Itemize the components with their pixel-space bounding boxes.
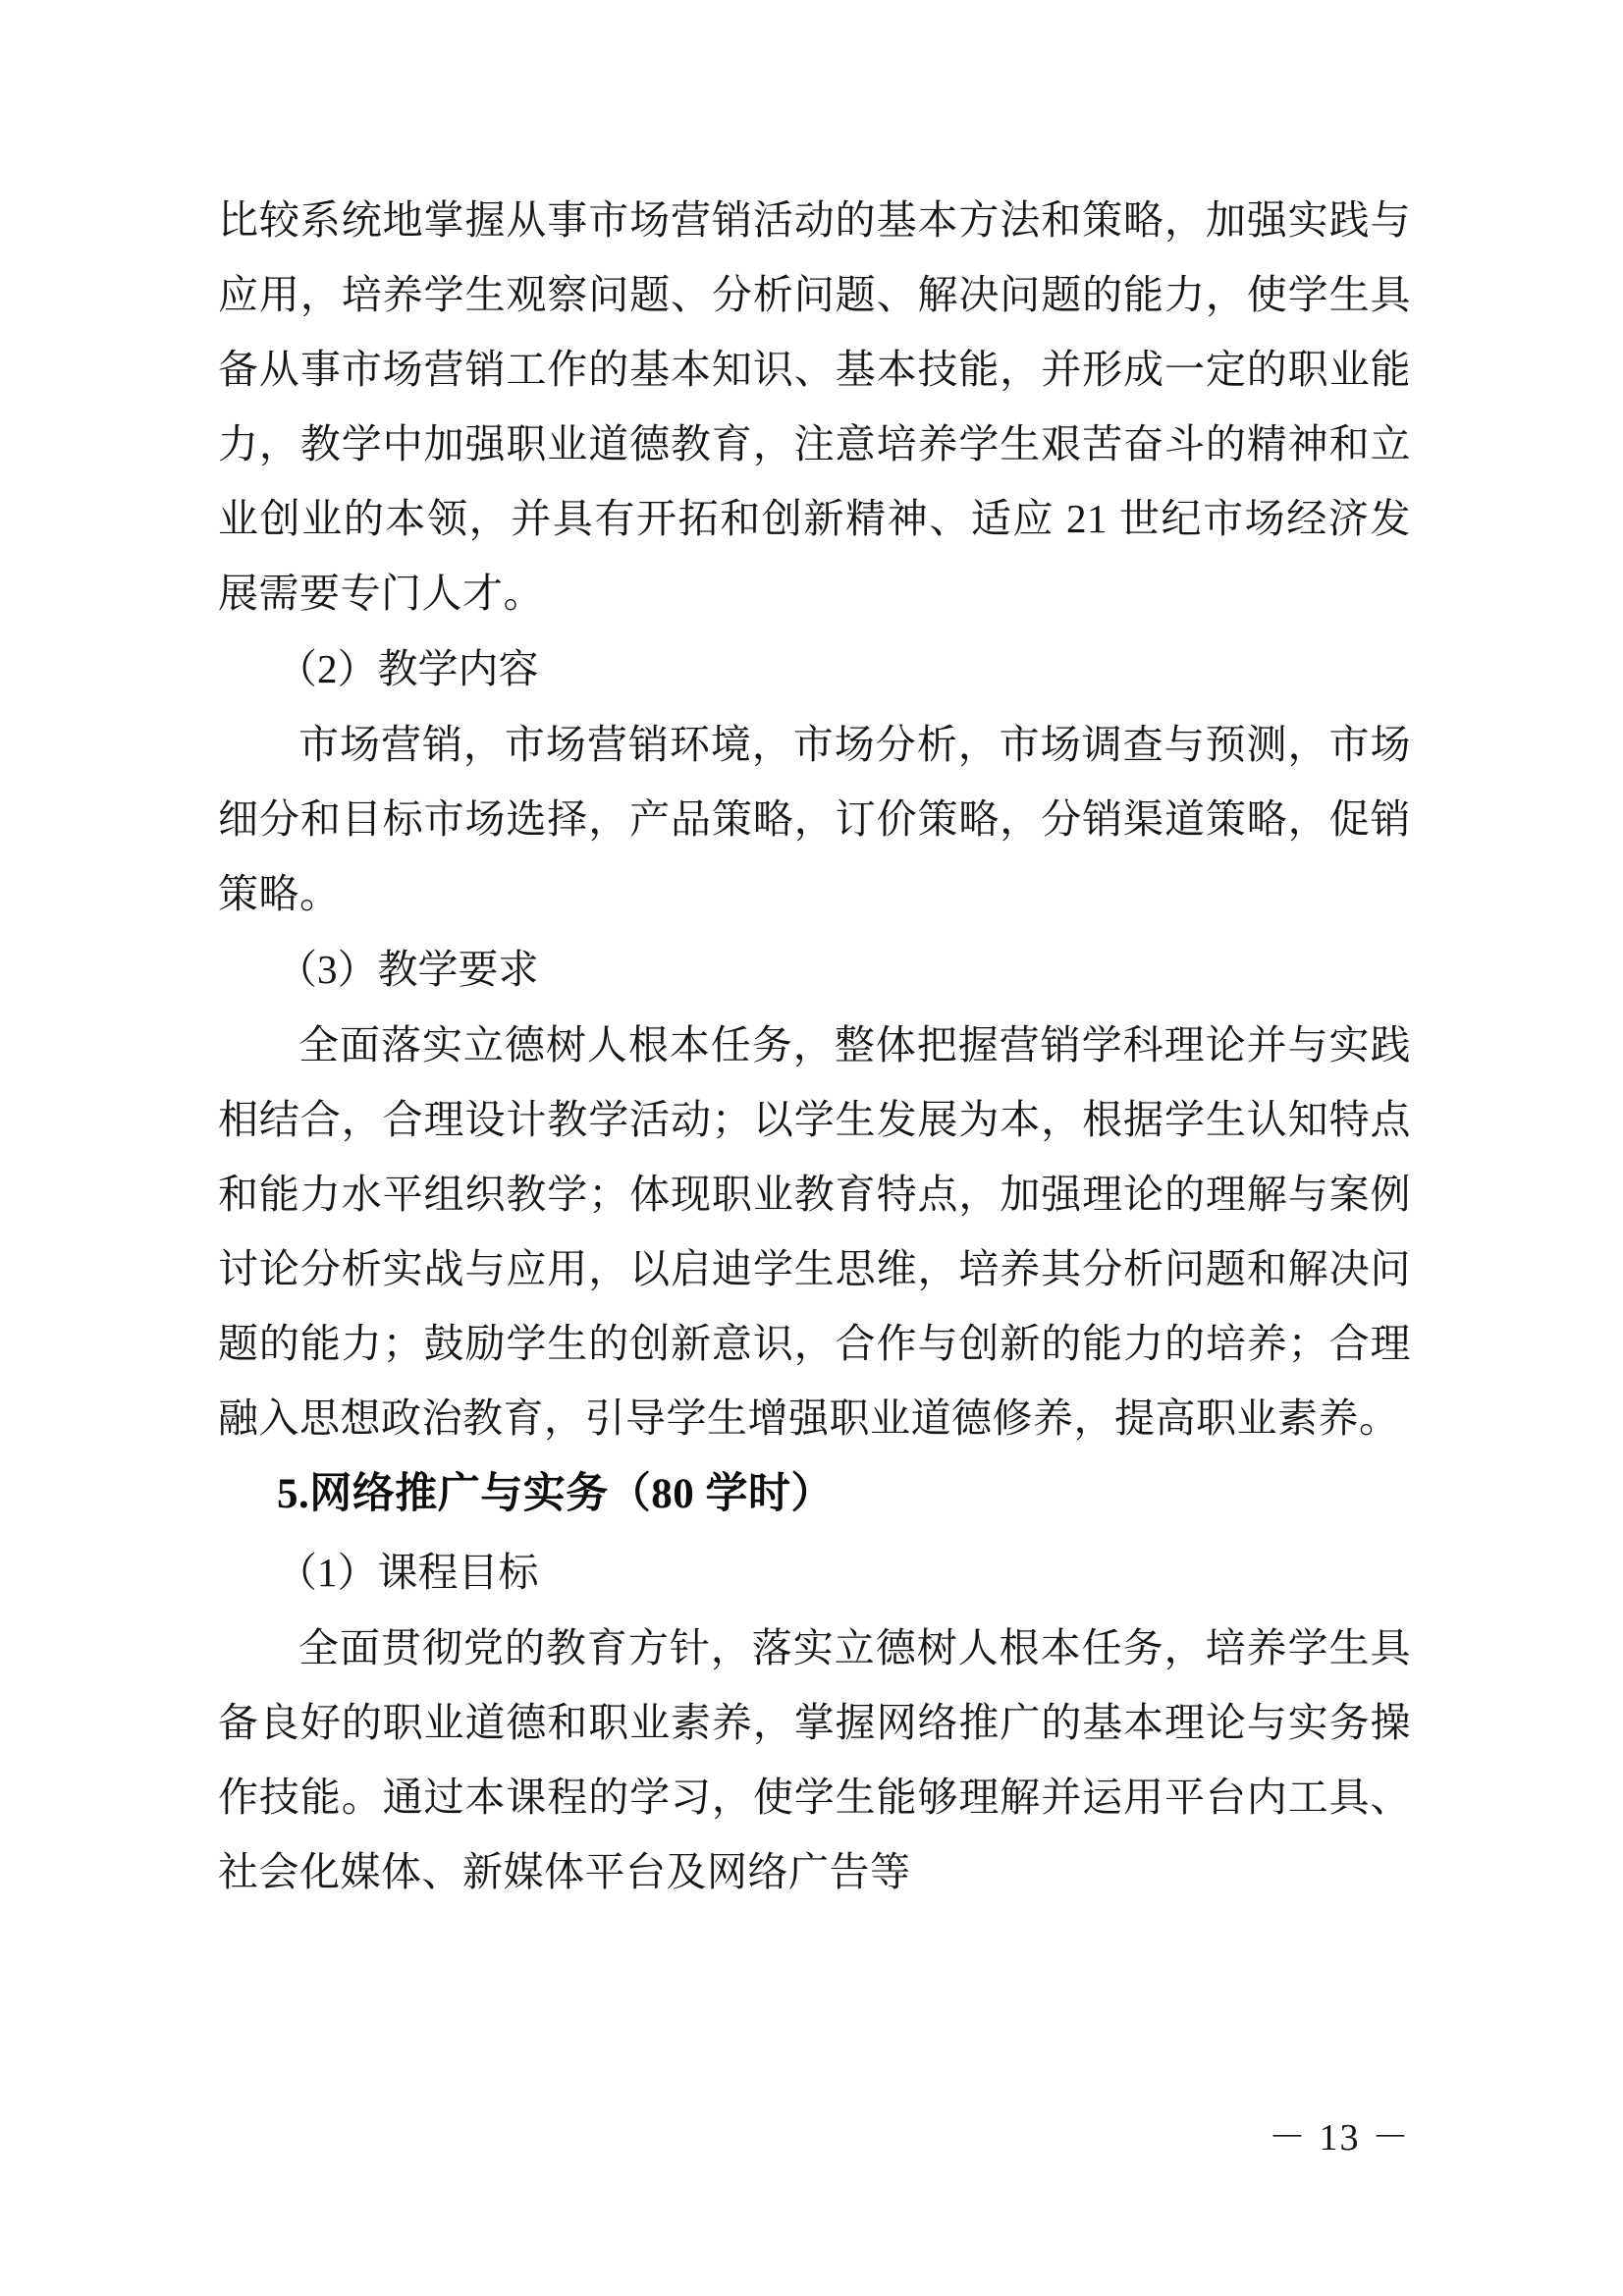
paragraph-course-objectives: 全面贯彻党的教育方针，落实立德树人根本任务，培养学生具备良好的职业道德和职业素养，掌握网络推广的基本理论与实务操作技能。通过本课程的学习，使学生能够理解并运用平台内工具、社会化媒体、新媒体平台及网络广告等 — [218, 1625, 1411, 1894]
subheading-course-objectives: （1）课程目标 — [277, 1550, 539, 1595]
page-body — [218, 183, 1411, 1909]
section-heading-network-promotion: 5.网络推广与实务（80 学时） — [277, 1471, 834, 1517]
subheading-teaching-content: （2）教学内容 — [277, 646, 539, 691]
subheading-teaching-requirements: （3）教学要求 — [277, 947, 539, 992]
paragraph-teaching-content: 市场营销，市场营销环境，市场分析，市场调查与预测，市场细分和目标市场选择，产品策略，订价策略，分销渠道策略，促销策略。 — [218, 722, 1411, 916]
page-number: － 13 － — [1268, 2117, 1411, 2159]
paragraph-teaching-requirements: 全面落实立德树人根本任务，整体把握营销学科理论并与实践相结合，合理设计教学活动；以学生发展为本，根据学生认知特点和能力水平组织教学；体现职业教育特点，加强理论的理解与案例讨论分析实战与应用，以启迪学生思维，培养其分析问题和解决问题的能力；鼓励学生的创新意识，合作与创新的能力的培养；合理融入思想政治教育，引导学生增强职业道德修养，提高职业素养。 — [218, 1022, 1411, 1441]
paragraph-continued: 比较系统地掌握从事市场营销活动的基本方法和策略，加强实践与应用，培养学生观察问题、分析问题、解决问题的能力，使学生具备从事市场营销工作的基本知识、基本技能，并形成一定的职业能力，教学中加强职业道德教育，注意培养学生艰苦奋斗的精神和立业创业的本领，并具有开拓和创新精神、适应 21 世纪市场经济发展需要专门人才。 — [218, 197, 1411, 616]
